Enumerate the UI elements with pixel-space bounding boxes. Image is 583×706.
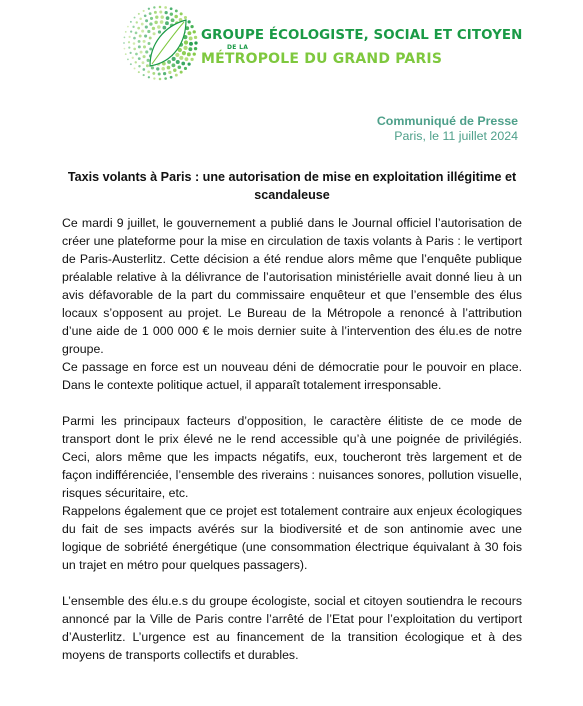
press-release-label: Communiqué de Presse [376,114,518,128]
press-release-date: Paris, le 11 juillet 2024 [394,129,518,143]
paragraph-2: Ce passage en force est un nouveau déni de démocratie pour le pouvoir en place. Dans le contexte politique actuel, il apparaît totalement irresponsable. [62,360,522,392]
organization-name-line1: GROUPE ÉCOLOGISTE, SOCIAL ET CITOYEN [201,28,523,43]
paragraph-gap [62,574,522,592]
press-header [377,114,518,144]
page-title: Taxis volants à Paris : une autorisation de mise en exploitation illégitime et scandaleuse [67,170,517,202]
leaf-dot-logo-icon [120,4,200,82]
organization-name-connector: DE LA [227,44,249,51]
organization-name [201,28,523,67]
paragraph-1: Ce mardi 9 juillet, le gouvernement a publié dans le Journal officiel l’autorisation de créer une plateforme pour la mise en circulation de taxis volants à Paris : le vertiport de Paris-Austerlitz. Cette décision a été rendue alors même que l’enquête publique préalable relative à la délivrance de l’autorisation ministérielle avait donné lieu à un avis défavorable de la part du commissaire enquêteur et que l’ensemble des élus locaux s’opposent au projet. Le Bureau de la Métropole a renoncé à l’attribution d’une aide de 1 000 000 € le mois dernier suite à l’intervention des élu.es de notre groupe. [62,216,522,356]
organization-name-line2: MÉTROPOLE DU GRAND PARIS [201,51,443,67]
body-text [62,214,522,664]
paragraph-gap [62,394,522,412]
paragraph-5: L’ensemble des élu.e.s du groupe écologiste, social et citoyen soutiendra le recours annoncé par la Ville de Paris contre l’arrêté de l’Etat pour l’exploitation du vertiport d’Austerlitz. L’urgence est au financement de la transition écologique et à des moyens de transports collectifs et durables. [62,594,522,662]
paragraph-4: Rappelons également que ce projet est totalement contraire aux enjeux écologiques du fait de ses impacts avérés sur la biodiversité et de son antinomie avec une logique de sobriété énergétique (une consommation électrique équivalant à 30 fois un trajet en métro pour quelques passagers). [62,504,522,572]
paragraph-3: Parmi les principaux facteurs d’opposition, le caractère élitiste de ce mode de transport dont le prix élevé ne le rend accessible qu’à une poignée de privilégiés. Ceci, alors même que les impacts négatifs, eux, toucheront très largement et de façon indifférenciée, l’ensemble des riverains : nuisances sonores, pollution visuelle, risques sécuritaire, etc. [62,414,522,500]
